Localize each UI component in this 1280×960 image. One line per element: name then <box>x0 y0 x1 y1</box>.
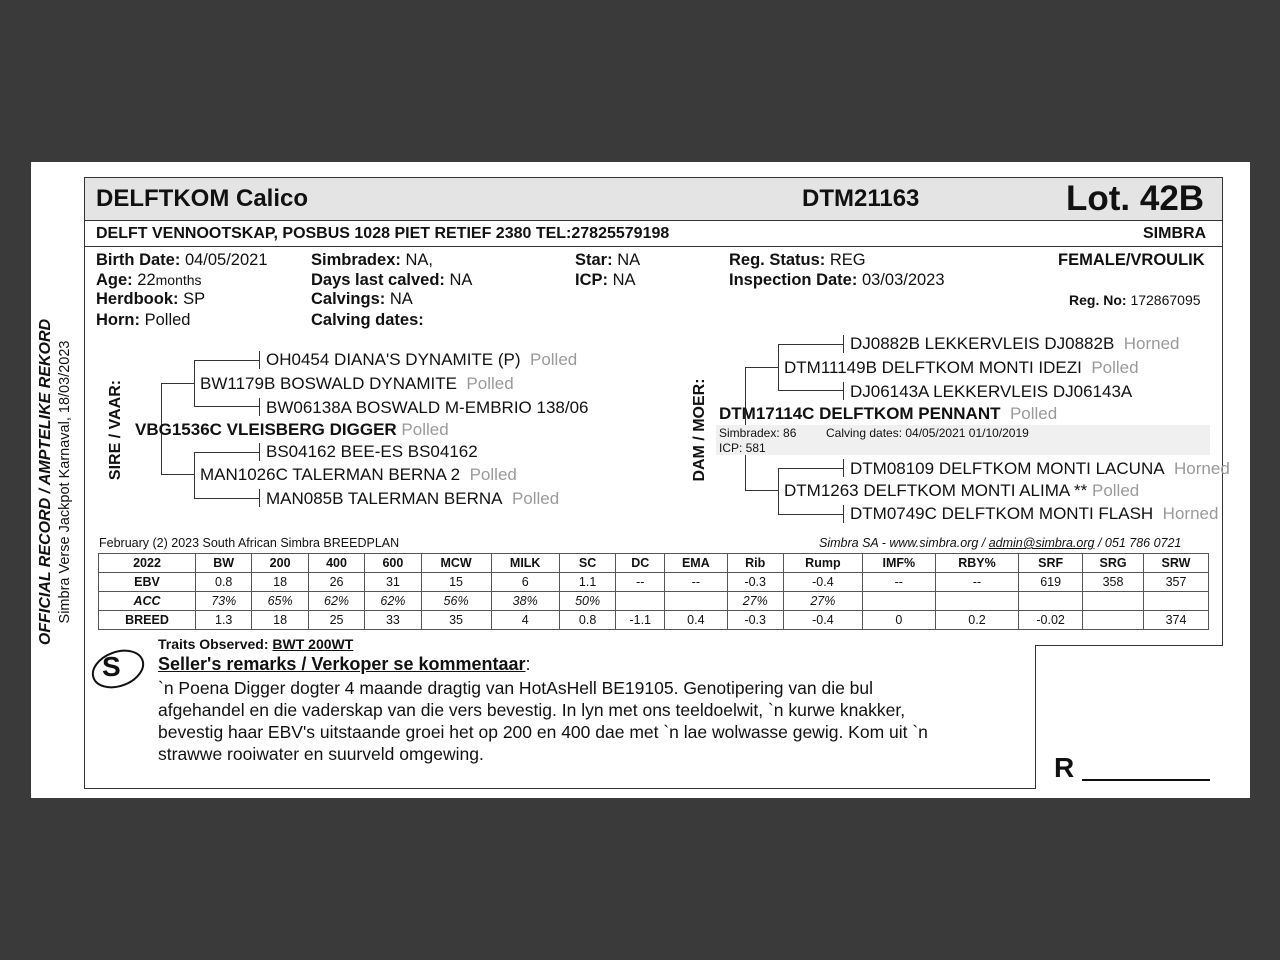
horn-row <box>96 311 190 330</box>
breedplan-caption: February (2) 2023 South African Simbra BREEDPLAN <box>99 536 400 550</box>
herdbook-label: Herdbook: <box>96 290 179 308</box>
breedplan-contact <box>819 536 1181 550</box>
table-cell: 619 <box>1019 573 1083 592</box>
dam-d <box>784 481 1139 501</box>
dam-d-top <box>778 468 844 469</box>
dam-d-bottom <box>778 514 844 515</box>
table-cell: 35 <box>421 611 491 630</box>
dam-d-name: DTM1263 DELFTKOM MONTI ALIMA ** <box>784 481 1088 500</box>
table-cell: 27% <box>727 592 783 611</box>
dam-ds-horn: Horned <box>1174 459 1230 478</box>
remarks-line: strawwe rooiwater en suurveld omgewing. <box>158 744 484 764</box>
sire-d-bracket <box>194 452 195 499</box>
traits-row <box>158 636 353 652</box>
table-cell: MCW <box>421 554 491 573</box>
ebv-table <box>98 553 1209 630</box>
horn-label: Horn: <box>96 311 140 329</box>
calvings-row <box>311 290 413 309</box>
horn-value: Polled <box>144 311 191 329</box>
dam-calving-dates: Calving dates: 04/05/2021 01/10/2019 <box>826 426 1029 440</box>
dam-ss-tick <box>843 335 844 353</box>
simbradex-value: NA, <box>405 251 433 269</box>
table-cell: -- <box>862 573 935 592</box>
table-cell: BW <box>196 554 252 573</box>
dam-s-bottom <box>778 390 844 391</box>
table-cell: 0.2 <box>935 611 1018 630</box>
table-cell: IMF% <box>862 554 935 573</box>
table-cell: 62% <box>365 592 421 611</box>
days-calved-label: Days last calved: <box>311 271 445 289</box>
table-cell: 62% <box>308 592 364 611</box>
contact-email-link[interactable]: admin@simbra.org <box>988 536 1095 550</box>
sire-bracket-top <box>161 383 194 384</box>
table-cell: -0.4 <box>783 573 862 592</box>
dam-name: DTM17114C DELFTKOM PENNANT <box>719 404 1001 423</box>
days-calved-row <box>311 271 472 290</box>
table-cell: -- <box>616 573 665 592</box>
dam-dd <box>850 504 1218 524</box>
acc-row <box>99 592 1209 611</box>
icp-row <box>575 271 636 290</box>
reg-status-label: Reg. Status: <box>729 251 826 269</box>
dam-s-bracket <box>778 344 779 391</box>
sire-bracket-bottom <box>161 474 194 475</box>
reg-no-label: Reg. No: <box>1069 292 1127 308</box>
reg-no-value: 172867095 <box>1130 292 1201 308</box>
table-cell <box>665 592 727 611</box>
sire-s-top <box>194 360 260 361</box>
sire-side-label: SIRE / VAAR: <box>107 379 124 481</box>
sire-d <box>200 465 517 485</box>
table-cell: 15 <box>421 573 491 592</box>
remarks-heading <box>158 654 531 675</box>
table-cell: 73% <box>196 592 252 611</box>
inspection-value: 03/03/2023 <box>861 271 945 289</box>
table-cell: 38% <box>491 592 559 611</box>
table-cell: Rib <box>727 554 783 573</box>
table-cell <box>935 592 1018 611</box>
sire-s <box>200 374 514 394</box>
table-cell: 18 <box>252 611 308 630</box>
sire-d-bottom <box>194 498 260 499</box>
sire-s-horn: Polled <box>466 374 514 393</box>
sire-ss-tick <box>259 351 260 369</box>
sire-sd-name: BW06138A BOSWALD M-EMBRIO 138/06 <box>266 398 589 417</box>
table-cell: SRG <box>1083 554 1144 573</box>
table-cell: 2022 <box>99 554 196 573</box>
star-label: Star: <box>575 251 613 269</box>
birth-date-value: 04/05/2021 <box>184 251 268 269</box>
dam-ds-tick <box>843 459 844 477</box>
reg-status-row <box>729 251 866 270</box>
table-cell <box>1083 611 1144 630</box>
sale-label: Simbra Verse Jackpot Karnaval, 18/03/2023 <box>57 340 73 624</box>
age-row <box>96 271 202 290</box>
remarks-line: `n Poena Digger dogter 4 maande dragtig van HotAsHell BE19105. Genotipering van die bul <box>158 678 874 698</box>
sire-ss-horn: Polled <box>529 350 578 369</box>
table-cell: -0.4 <box>783 611 862 630</box>
inspection-label: Inspection Date: <box>729 271 858 289</box>
header-row <box>99 554 1209 573</box>
birth-date-row <box>96 251 268 270</box>
table-cell <box>616 592 665 611</box>
contact-suffix: / 051 786 0721 <box>1094 536 1182 550</box>
herdbook-row <box>96 290 205 309</box>
remarks-line: bevestig haar EBV's uitstaande groei het op 200 en 400 dae met `n lae wolwasse gewig. Kom uit `n <box>158 722 928 742</box>
dam-bracket-top <box>745 367 778 368</box>
dam-sd-name: DJ06143A LEKKERVLEIS DJ06143A <box>850 382 1133 401</box>
table-cell: DC <box>616 554 665 573</box>
calving-dates-label: Calving dates: <box>311 311 424 329</box>
herdbook-value: SP <box>183 290 206 308</box>
table-cell: 18 <box>252 573 308 592</box>
breed-row <box>99 611 1209 630</box>
dam-side-label: DAM / MOER: <box>691 378 708 482</box>
dam-s <box>784 358 1139 378</box>
sire-name: VBG1536C VLEISBERG DIGGER <box>135 420 397 439</box>
dam <box>719 404 1057 424</box>
dam-ds-name: DTM08109 DELFTKOM MONTI LACUNA <box>850 459 1165 478</box>
sire-dd-horn: Polled <box>511 489 560 508</box>
sire-dd-name: MAN085B TALERMAN BERNA <box>266 489 503 508</box>
table-cell: RBY% <box>935 554 1018 573</box>
sire-d-name: MAN1026C TALERMAN BERNA 2 <box>200 465 461 484</box>
table-cell: -- <box>935 573 1018 592</box>
dam-ss-horn: Horned <box>1123 334 1180 353</box>
table-cell: 50% <box>559 592 615 611</box>
star-row <box>575 251 640 270</box>
sire-sd <box>266 398 589 418</box>
sire-d-horn: Polled <box>469 465 517 484</box>
table-cell: 358 <box>1083 573 1144 592</box>
table-cell: 25 <box>308 611 364 630</box>
table-cell: 374 <box>1143 611 1208 630</box>
table-cell: 6 <box>491 573 559 592</box>
contact-prefix: Simbra SA - www.simbra.org / <box>819 536 989 550</box>
sire-horn: Polled <box>401 420 449 439</box>
table-cell: 31 <box>365 573 421 592</box>
table-cell: -0.3 <box>727 573 783 592</box>
table-cell: 1.3 <box>196 611 252 630</box>
dam-horn: Polled <box>1009 404 1058 423</box>
table-cell: 200 <box>252 554 308 573</box>
table-cell: 0 <box>862 611 935 630</box>
table-cell: 4 <box>491 611 559 630</box>
table-cell: 33 <box>365 611 421 630</box>
table-cell: SC <box>559 554 615 573</box>
table-cell <box>1143 592 1208 611</box>
dam-dd-horn: Horned <box>1162 504 1219 523</box>
traits-value: BWT 200WT <box>272 636 354 652</box>
animal-id: DTM21163 <box>802 185 920 212</box>
lot-number: Lot. 42B <box>1066 179 1205 218</box>
table-cell: -1.1 <box>616 611 665 630</box>
table-cell <box>862 592 935 611</box>
table-cell: Rump <box>783 554 862 573</box>
sire-d-top <box>194 452 260 453</box>
sire-ss-name: OH0454 DIANA'S DYNAMITE (P) <box>266 350 521 369</box>
sire-dd-tick <box>259 489 260 507</box>
seller-logo-letter: S <box>102 651 121 682</box>
dam-simbradex: Simbradex: 86 <box>719 426 797 440</box>
table-cell: 27% <box>783 592 862 611</box>
animal-name: DELFTKOM Calico <box>96 185 309 212</box>
reg-no-row <box>1069 292 1201 308</box>
breed-label: SIMBRA <box>1143 225 1207 242</box>
table-cell: SRW <box>1143 554 1208 573</box>
remarks-title: Seller's remarks / Verkoper se kommentaar <box>158 654 526 674</box>
simbradex-row <box>311 251 433 270</box>
dam-sd-tick <box>843 382 844 400</box>
calvings-label: Calvings: <box>311 290 386 308</box>
reg-status-value: REG <box>829 251 866 269</box>
table-cell: 0.8 <box>559 611 615 630</box>
dam-ss-name: DJ0882B LEKKERVLEIS DJ0882B <box>850 334 1115 353</box>
sex-label: FEMALE/VROULIK <box>1058 251 1205 269</box>
table-cell: EMA <box>665 554 727 573</box>
table-cell: -- <box>665 573 727 592</box>
seller-logo-icon <box>88 647 138 687</box>
table-cell: 26 <box>308 573 364 592</box>
sire-dd <box>266 489 559 509</box>
sire-s-bracket <box>194 360 195 407</box>
table-cell: -0.02 <box>1019 611 1083 630</box>
dam-s-top <box>778 344 844 345</box>
birth-date-label: Birth Date: <box>96 251 181 269</box>
dam-s-horn: Polled <box>1091 358 1139 377</box>
table-cell: 0.8 <box>196 573 252 592</box>
dam-d-horn: Polled <box>1091 481 1140 500</box>
dam-dd-tick <box>843 505 844 523</box>
dam-sd <box>850 382 1132 402</box>
table-cell: ACC <box>99 592 196 611</box>
table-cell: EBV <box>99 573 196 592</box>
table-cell: 357 <box>1143 573 1208 592</box>
table-cell: 56% <box>421 592 491 611</box>
price-blank-line[interactable] <box>1082 779 1210 781</box>
age-label: Age: <box>96 271 133 289</box>
table-cell: SRF <box>1019 554 1083 573</box>
sire-sd-tick <box>259 398 260 416</box>
sire-ss <box>266 350 577 370</box>
table-cell: 600 <box>365 554 421 573</box>
sire-ds-tick <box>259 443 260 461</box>
star-value: NA <box>617 251 641 269</box>
dam-ds <box>850 459 1230 479</box>
official-record-label: OFFICIAL RECORD / AMPTELIKE REKORD <box>37 318 54 646</box>
sire-s-name: BW1179B BOSWALD DYNAMITE <box>200 374 457 393</box>
sire-ds-name: BS04162 BEE-ES BS04162 <box>266 442 478 461</box>
table-cell: -0.3 <box>727 611 783 630</box>
ebv-row <box>99 573 1209 592</box>
table-cell <box>1019 592 1083 611</box>
table-cell <box>1083 592 1144 611</box>
remarks-line: afgehandel en die vaderskap van die vers bevestig. In lyn met ons teeldoelwit, `n kurwe knakker, <box>158 700 906 720</box>
dam-bracket-bottom <box>745 490 778 491</box>
dam-s-name: DTM11149B DELFTKOM MONTI IDEZI <box>784 358 1082 377</box>
table-cell: 0.4 <box>665 611 727 630</box>
owner-text: DELFT VENNOOTSKAP, POSBUS 1028 PIET RETIEF 2380 TEL:27825579198 <box>96 225 670 242</box>
sire-s-bottom <box>194 406 260 407</box>
table-cell: BREED <box>99 611 196 630</box>
age-value: 22 <box>137 271 156 289</box>
inspection-row <box>729 271 945 290</box>
remarks-colon: : <box>525 654 531 674</box>
icp-value: NA <box>612 271 636 289</box>
traits-label: Traits Observed: <box>158 636 269 652</box>
simbradex-label: Simbradex: <box>311 251 401 269</box>
icp-label: ICP: <box>575 271 608 289</box>
calvings-value: NA <box>389 290 413 308</box>
table-cell: 65% <box>252 592 308 611</box>
sire-ds <box>266 442 478 462</box>
table-cell: 1.1 <box>559 573 615 592</box>
table-cell: MILK <box>491 554 559 573</box>
sire <box>135 420 449 440</box>
age-unit: months <box>155 272 202 288</box>
days-calved-value: NA <box>449 271 473 289</box>
dam-d-bracket <box>778 468 779 515</box>
dam-dd-name: DTM0749C DELFTKOM MONTI FLASH <box>850 504 1154 523</box>
dam-icp: ICP: 581 <box>719 441 766 455</box>
table-cell: 400 <box>308 554 364 573</box>
price-prefix: R <box>1054 752 1075 783</box>
dam-ss <box>850 334 1180 354</box>
